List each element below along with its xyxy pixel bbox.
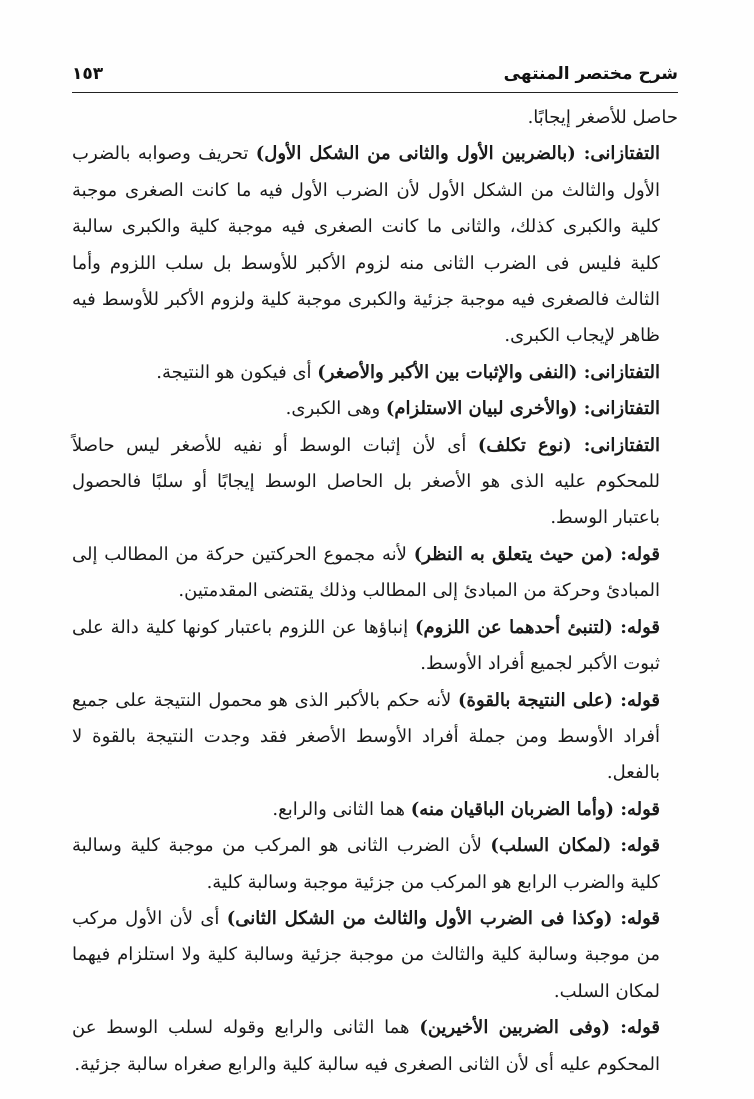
- paragraph-quote: (بالضربين الأول والثانى من الشكل الأول): [255, 143, 576, 165]
- paragraph-text: هما الثانى والرابع وقوله لسلب الوسط عن المحكوم عليه أى لأن الثانى الصغرى فيه سالبة كلية والرابع صغراه سالبة جزئية.: [72, 1017, 660, 1075]
- paragraph-text: هما الثانى والرابع.: [272, 798, 411, 820]
- paragraph: [72, 792, 678, 828]
- paragraph: [72, 828, 678, 901]
- paragraph-quote: (وكذا فى الضرب الأول والثالث من الشكل الثانى): [226, 907, 613, 929]
- paragraph: [72, 355, 678, 391]
- paragraph-text: لأنه حكم بالأكبر الذى هو محمول النتيجة على جميع أفراد الأوسط ومن جملة أفراد الأوسط الأصغر فقد وجدت النتيجة بالقوة لا بالفعل.: [72, 689, 660, 784]
- paragraph-text: حاصل للأصغر إيجابًا.: [527, 107, 678, 128]
- paragraph-quote: (النفى والإثبات بين الأكبر والأصغر): [317, 361, 578, 383]
- paragraph: [72, 1010, 678, 1083]
- paragraph-lead: التفتازانى:: [571, 434, 660, 456]
- header-title: شرح مختصر المنتهى: [503, 64, 678, 84]
- paragraph-text: وهى الكبرى.: [285, 398, 386, 420]
- paragraph-quote: (لتنبئ أحدهما عن اللزوم): [415, 616, 613, 638]
- paragraph-quote: (وأما الضربان الباقيان منه): [410, 798, 615, 820]
- paragraph: [72, 428, 678, 537]
- paragraph-quote: (على النتيجة بالقوة): [458, 689, 614, 711]
- paragraph-lead: التفتازانى:: [577, 361, 660, 383]
- paragraph: [72, 391, 678, 427]
- paragraph-text: تحريف وصوابه بالضرب الأول والثالث من الشكل الأول لأن الضرب الأول فيه ما كانت الصغرى موجبة كلية والكبرى كذلك، والثانى ما كانت الصغرى فيه موجبة كلية والكبرى سالبة كلية فليس فى الضرب الثانى منه لزوم الأكبر للأوسط بل سلب اللزوم وأما الثالث فالصغرى فيه موجبة جزئية والكبرى موجبة كلية ولزوم الأكبر للأوسط فيه ظاهر لإيجاب الكبرى.: [72, 143, 660, 347]
- paragraph-lead: قوله:: [614, 798, 660, 820]
- paragraph-text: إنباؤها عن اللزوم باعتبار كونها كلية دالة على ثبوت الأكبر لجميع أفراد الأوسط.: [72, 616, 660, 675]
- paragraph-lead: التفتازانى:: [577, 398, 660, 420]
- paragraph-quote: (لمكان السلب): [490, 835, 612, 857]
- paragraph: [72, 100, 678, 136]
- paragraph: [72, 901, 678, 1010]
- page-number: ١٥٣: [72, 64, 104, 84]
- paragraph-lead: قوله:: [612, 616, 660, 638]
- paragraph-text: أى لأن الأول مركب من موجبة وسالبة كلية والثالث من موجبة جزئية وسالبة كلية ولا استلزام فيهما لمكان السلب.: [72, 907, 660, 1002]
- paragraph-quote: (والأخرى لبيان الاستلزام): [385, 398, 578, 420]
- paragraph-lead: قوله:: [612, 907, 660, 929]
- paragraph-lead: التفتازانى:: [575, 143, 660, 165]
- paragraph-lead: قوله:: [613, 543, 661, 565]
- paragraph-text: لأنه مجموع الحركتين حركة من المطالب إلى المبادئ وحركة من المبادئ إلى المطالب وذلك يقتضى المقدمتين.: [72, 543, 660, 602]
- paragraph: [72, 537, 678, 610]
- paragraph-text: لأن الضرب الثانى هو المركب من موجبة كلية وسالبة كلية والضرب الرابع هو المركب من جزئية موجبة وسالبة كلية.: [72, 835, 660, 893]
- document-body: [72, 100, 678, 1083]
- paragraph-lead: قوله:: [611, 835, 661, 857]
- paragraph-lead: قوله:: [609, 1017, 660, 1039]
- paragraph-text: أى لأن إثبات الوسط أو نفيه للأصغر ليس حاصلاً للمحكوم عليه الذى هو الأصغر بل الحاصل الوسط إيجابًا أو سلبًا فالحصول باعتبار الوسط.: [72, 434, 660, 529]
- paragraph-text: أى فيكون هو النتيجة.: [156, 361, 318, 383]
- paragraph-quote: (نوع تكلف): [477, 434, 572, 456]
- paragraph: [72, 683, 678, 792]
- running-header: [72, 60, 678, 93]
- paragraph: [72, 610, 678, 683]
- paragraph-quote: (وفى الضربين الأخيرين): [419, 1017, 610, 1039]
- paragraph-lead: قوله:: [613, 689, 660, 711]
- paragraph-quote: (من حيث يتعلق به النظر): [413, 543, 613, 565]
- paragraph: [72, 136, 678, 354]
